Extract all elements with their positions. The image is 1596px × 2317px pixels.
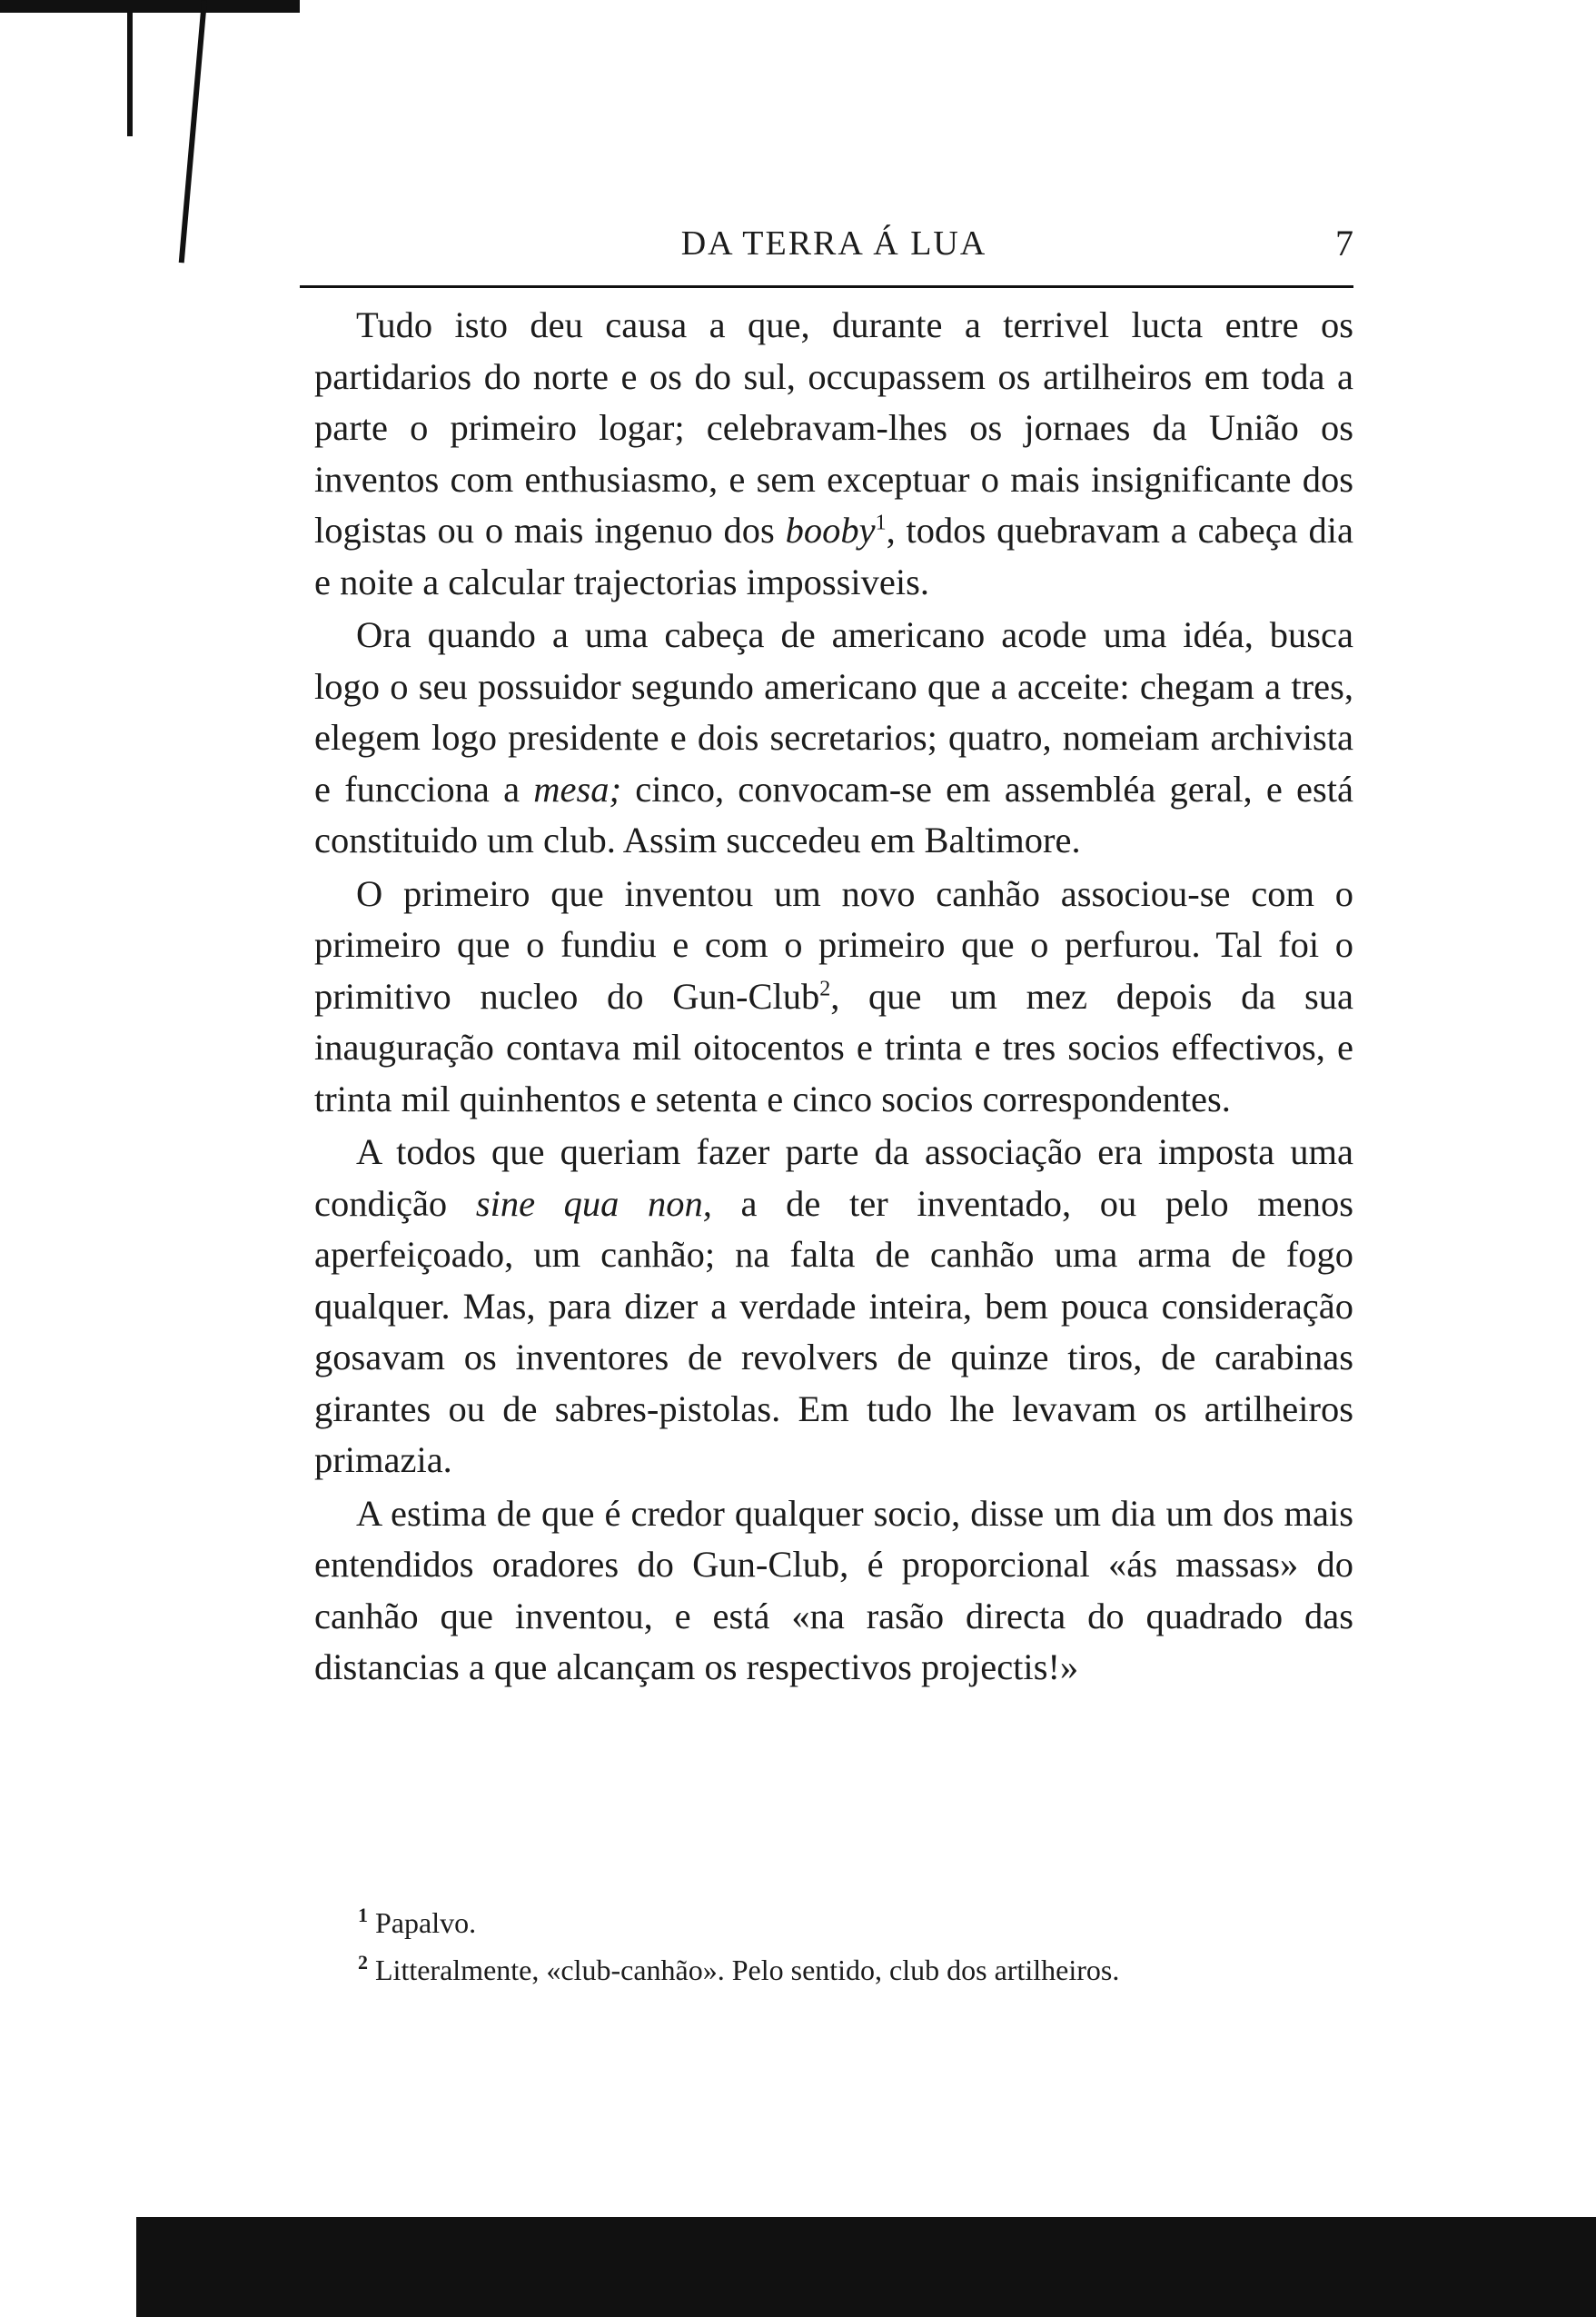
scan-line-diagonal <box>179 0 207 263</box>
header-rule <box>300 285 1353 288</box>
footnote-ref: 2 <box>819 977 831 1000</box>
page-title: DA TERRA Á LUA <box>680 224 987 263</box>
scan-border-bottom <box>136 2217 1596 2317</box>
page-number: 7 <box>1335 223 1353 264</box>
footnote: $^2$ Litteralmente, «club-canhão». Pelo sentido, club dos artilheiros. <box>358 1951 1120 1986</box>
scan-line-left <box>127 0 133 136</box>
paragraph: Tudo isto deu causa a que, durante a terrivel lucta entre os partidarios do norte e os do sul, occupassem os artilheiros em toda a parte o primeiro logar; celebravam-lhes os jornaes da União os inventos com enthusiasmo, e sem exceptuar o mais insignificante dos logistas ou o mais ingenuo dos booby$^1$, todos quebravam a cabeça dia e noite a calcular trajectorias impossiveis. <box>314 304 1353 602</box>
running-header <box>314 218 1353 269</box>
paragraph: A todos que queriam fazer parte da associação era imposta uma condição sine qua non, a de ter inventado, ou pelo menos aperfeiçoado, um canhão; na falta de canhão uma arma de fogo qualquer. Mas, para dizer a verdade inteira, bem pouca consideração gosavam os inventores de revolvers de quinze tiros, de carabinas girantes ou de sabres-pistolas. Em tudo lhe levavam os artilheiros primazia. <box>314 1131 1353 1480</box>
footnotes <box>314 1899 1353 1994</box>
footnote-ref: 1 <box>875 511 887 535</box>
paragraph: A estima de que é credor qualquer socio, disse um dia um dos mais entendidos oradores do Gun-Club, é proporcional «ás massas» do canhão que inventou, e está «na rasão directa do quadrado das distancias a que alcançam os respectivos projectis!» <box>314 1492 1353 1687</box>
scan-border-top <box>0 0 300 13</box>
paragraph: Ora quando a uma cabeça de americano acode uma idéa, busca logo o seu possuidor segundo americano que a acceite: chegam a tres, elegem logo presidente e dois secretarios; quatro, nomeiam archivista e funcciona a mesa; cinco, convocam-se em assembléa geral, e está constituido um club. Assim succedeu em Baltimore. <box>314 614 1353 860</box>
paragraph: O primeiro que inventou um novo canhão associou-se com o primeiro que o fundiu e com o primeiro que o perfurou. Tal foi o primitivo nucleo do Gun-Club$^2$, que um mez depois da sua inauguração contava mil oitocentos e trinta e tres socios effectivos, e trinta mil quinhentos e setenta e cinco socios correspondentes. <box>314 872 1353 1119</box>
footnote: $^1$ Papalvo. <box>358 1904 477 1939</box>
body-text <box>314 300 1353 1695</box>
